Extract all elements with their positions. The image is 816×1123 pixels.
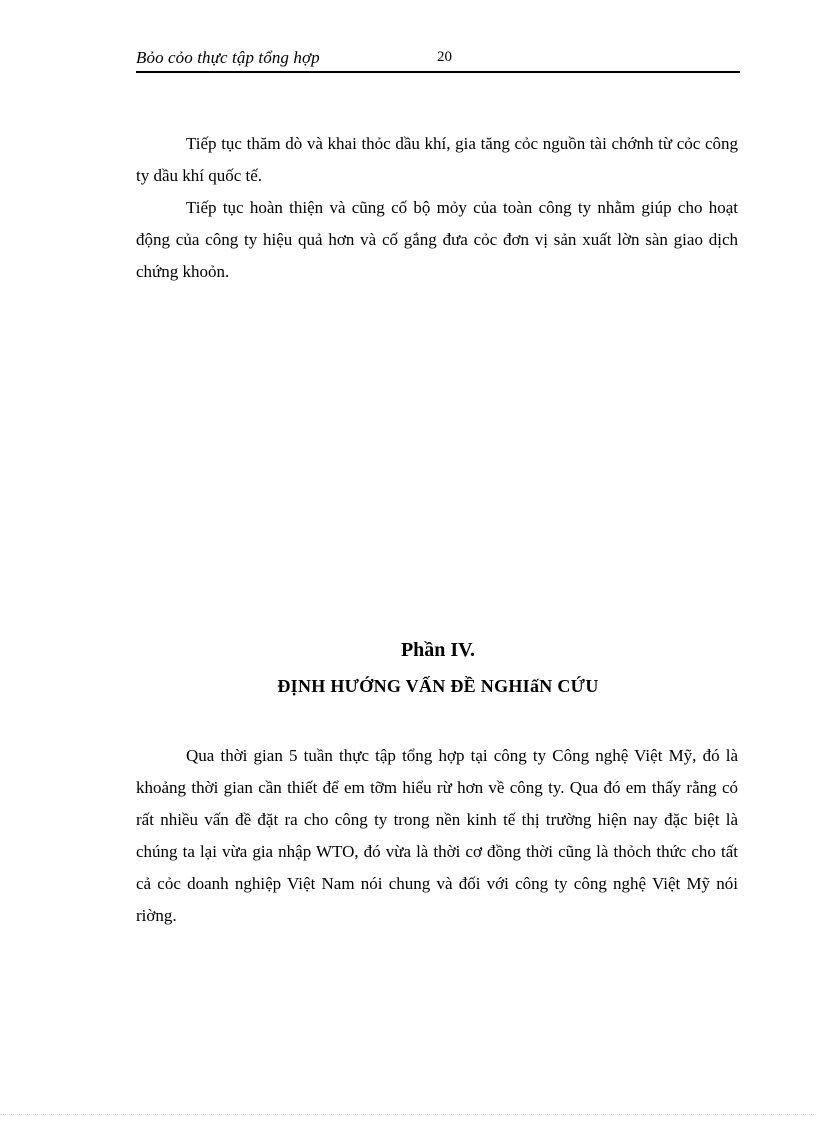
- paragraph: Qua thời gian 5 tuần thực tập tổng hợp tại công ty Công nghệ Việt Mỹ, đó là khoảng thời gian cần thiết để em tỡm hiểu rừ hơn về công ty. Qua đó em thấy rằng có rất nhiều vấn đề đặt ra cho công ty trong nền kinh tế thị trường hiện nay đặc biệt là chúng ta lại vừa gia nhập WTO, đó vừa là thời cơ đồng thời cũng là thỏch thức cho tất cả cỏc doanh nghiệp Việt Nam nói chung và đối với công ty công nghệ Việt Mỹ nói riờng.: [136, 746, 738, 925]
- header-title: Bỏo cỏo thực tập tổng hợp: [136, 48, 320, 67]
- paragraph: Tiếp tục hoàn thiện và cũng cố bộ mỏy của toàn công ty nhằm giúp cho hoạt động của công ty hiệu quả hơn và cố gắng đưa cỏc đơn vị sản xuất lờn sàn giao dịch chứng khoỏn.: [136, 198, 738, 281]
- body-text: [136, 740, 738, 932]
- header-rule: [136, 71, 740, 73]
- section-subtitle: ĐỊNH HƯỚNG VẤN ĐỀ NGHIấN CỨU: [277, 676, 599, 696]
- intro-text: [136, 128, 738, 288]
- page-bottom-border: [0, 1114, 816, 1115]
- paragraph: Tiếp tục thăm dò và khai thỏc dầu khí, gia tăng cỏc nguồn tài chớnh từ cỏc công ty dầu khí quốc tế.: [136, 134, 738, 185]
- page-number: 20: [437, 49, 452, 65]
- section-title: Phần IV.: [400, 639, 476, 661]
